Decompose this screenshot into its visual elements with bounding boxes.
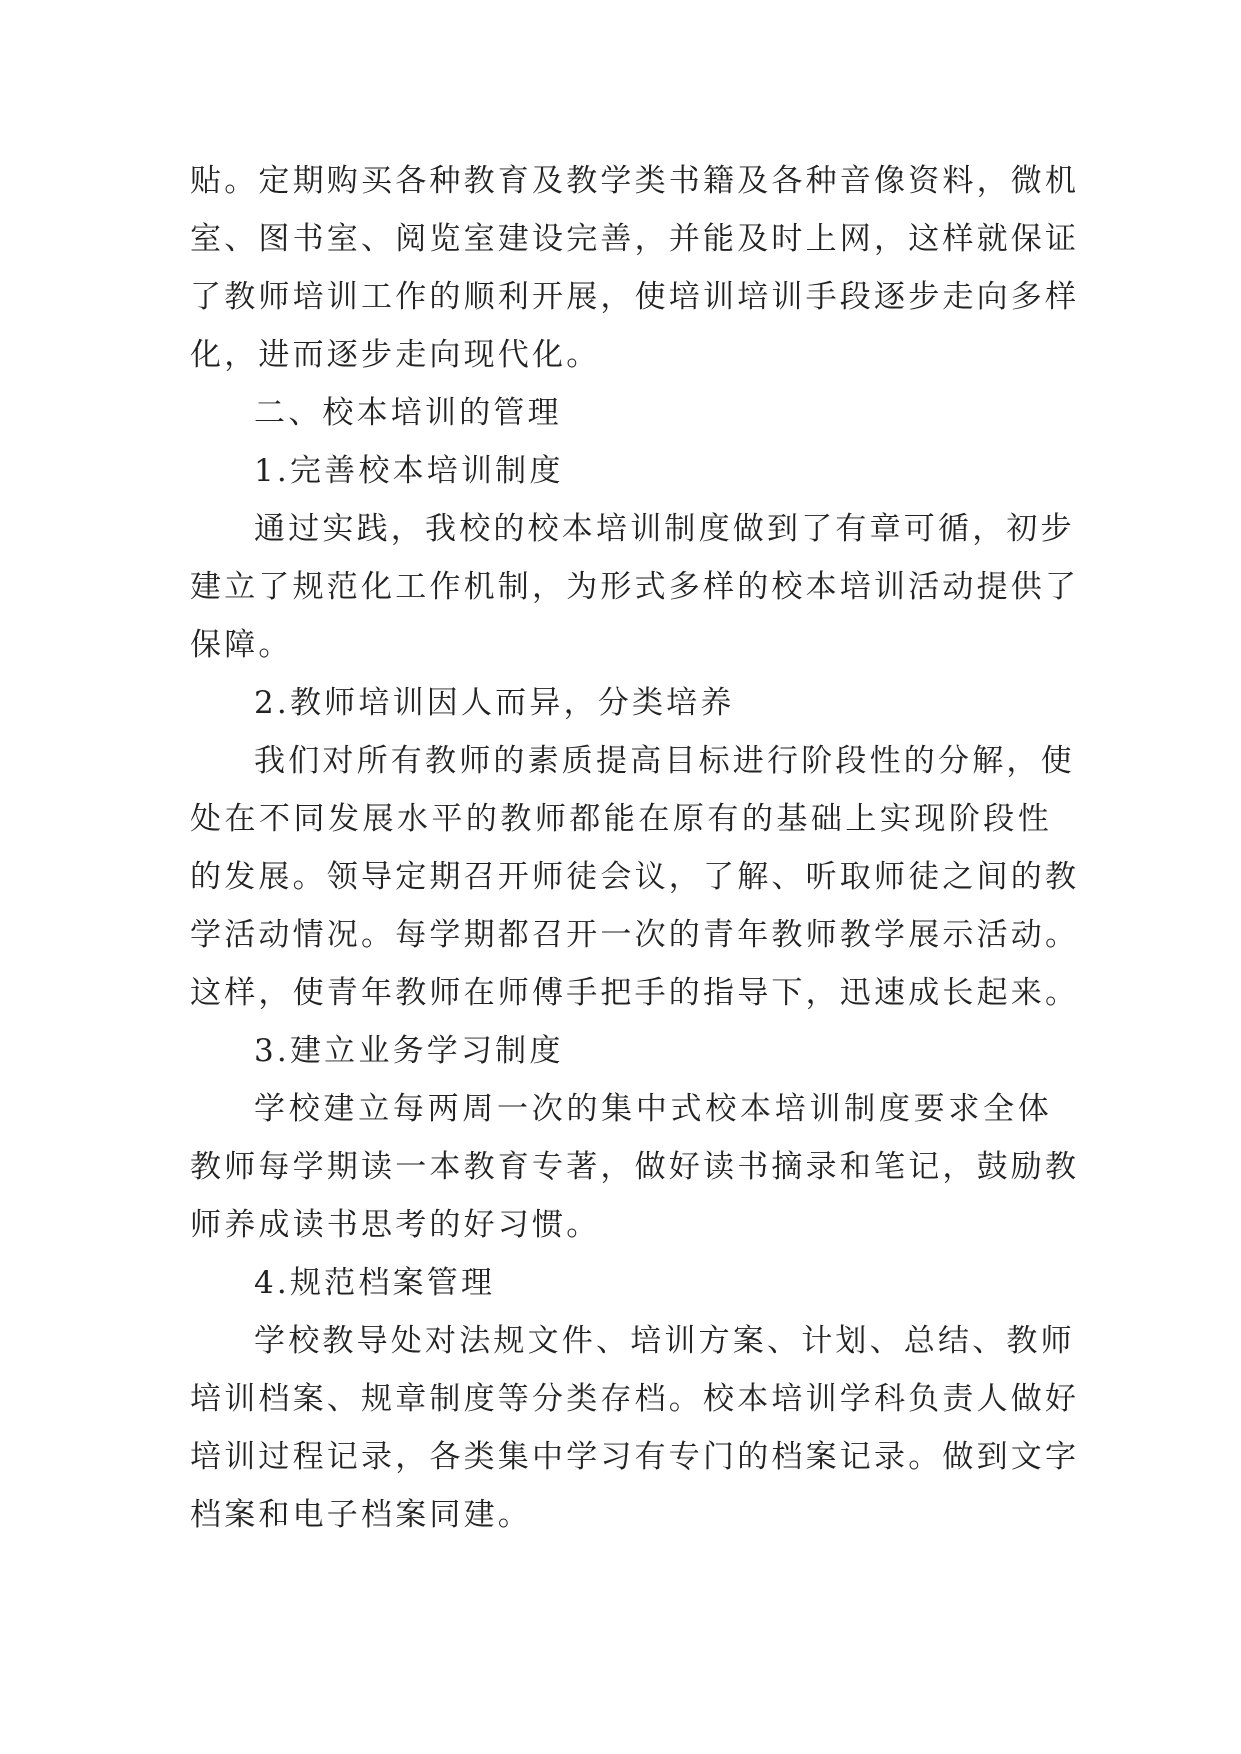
paragraph-line: 我们对所有教师的素质提高目标进行阶段性的分解，使 <box>254 743 1075 779</box>
paragraph-line: 学校教导处对法规文件、培训方案、计划、总结、教师 <box>254 1323 1075 1359</box>
paragraph-line: 培训过程记录，各类集中学习有专门的档案记录。做到文字 <box>190 1439 1080 1475</box>
paragraph-line: 处在不同发展水平的教师都能在原有的基础上实现阶段性 <box>190 801 1052 837</box>
paragraph-line: 了教师培训工作的顺利开展，使培训培训手段逐步走向多样 <box>190 279 1080 315</box>
paragraph-line: 通过实践，我校的校本培训制度做到了有章可循，初步 <box>254 511 1075 547</box>
subsection-heading: 3.建立业务学习制度 <box>254 1033 564 1069</box>
paragraph-line: 师养成读书思考的好习惯。 <box>190 1207 601 1243</box>
document-body <box>190 152 1080 1544</box>
paragraph-line: 学校建立每两周一次的集中式校本培训制度要求全体 <box>254 1091 1052 1127</box>
paragraph-line: 建立了规范化工作机制，为形式多样的校本培训活动提供了 <box>190 569 1080 605</box>
paragraph-line: 这样，使青年教师在师傅手把手的指导下，迅速成长起来。 <box>190 975 1080 1011</box>
section-heading: 二、校本培训的管理 <box>254 395 562 431</box>
subsection-heading: 2.教师培训因人而异，分类培养 <box>254 685 735 721</box>
paragraph-line: 档案和电子档案同建。 <box>190 1497 532 1533</box>
paragraph-line: 培训档案、规章制度等分类存档。校本培训学科负责人做好 <box>190 1381 1080 1417</box>
paragraph-line: 保障。 <box>190 627 293 663</box>
paragraph-line: 贴。定期购买各种教育及教学类书籍及各种音像资料，微机 <box>190 163 1080 199</box>
paragraph-line: 学活动情况。每学期都召开一次的青年教师教学展示活动。 <box>190 917 1080 953</box>
paragraph-line: 的发展。领导定期召开师徒会议，了解、听取师徒之间的教 <box>190 859 1080 895</box>
paragraph-line: 化，进而逐步走向现代化。 <box>190 337 601 373</box>
paragraph-line: 教师每学期读一本教育专著，做好读书摘录和笔记，鼓励教 <box>190 1149 1080 1185</box>
paragraph-line: 室、图书室、阅览室建设完善，并能及时上网，这样就保证 <box>190 221 1080 257</box>
subsection-heading: 4.规范档案管理 <box>254 1265 496 1301</box>
subsection-heading: 1.完善校本培训制度 <box>254 453 564 489</box>
